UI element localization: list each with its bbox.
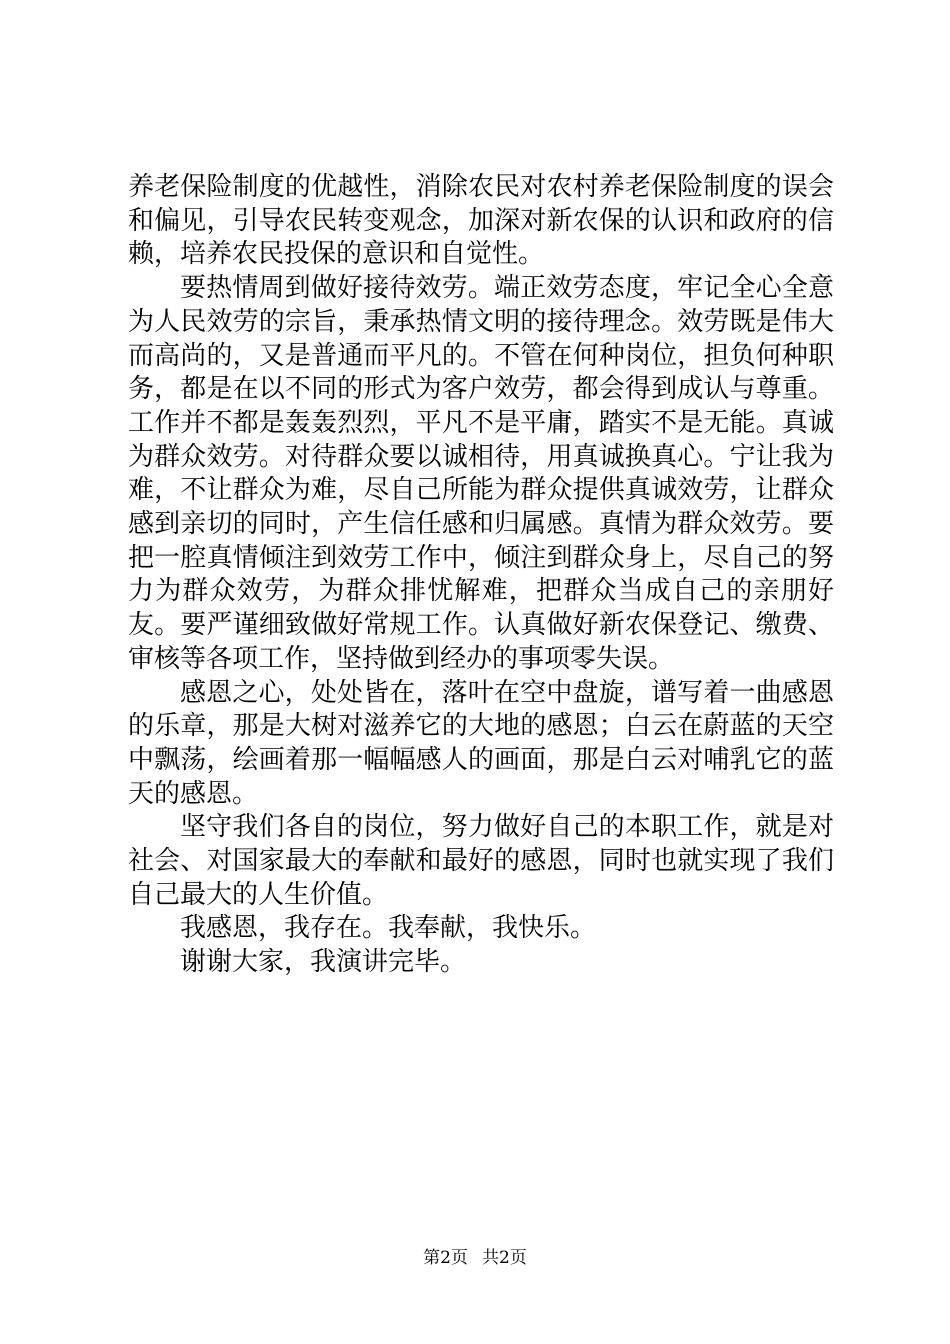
paragraph-4: 坚守我们各自的岗位，努力做好自己的本职工作，就是对社会、对国家最大的奉献和最好的感恩，同时也就实现了我们自己最大的人生价值。: [128, 812, 834, 910]
page-number-total: 共2页: [482, 1248, 527, 1268]
paragraph-2: 要热情周到做好接待效劳。端正效劳态度，牢记全心全意为人民效劳的宗旨，秉承热情文明的接待理念。效劳既是伟大而高尚的，又是普通而平凡的。不管在何种岗位，担负何种职务，都是在以不同的形式为客户效劳，都会得到成认与尊重。工作并不都是轰轰烈烈，平凡不是平庸，踏实不是无能。真诚为群众效劳。对待群众要以诚相待，用真诚换真心。宁让我为难，不让群众为难，尽自己所能为群众提供真诚效劳，让群众感到亲切的同时，产生信任感和归属感。真情为群众效劳。要把一腔真情倾注到效劳工作中，倾注到群众身上，尽自己的努力为群众效劳，为群众排忧解难，把群众当成自己的亲朋好友。要严谨细致做好常规工作。认真做好新农保登记、缴费、审核等各项工作，坚持做到经办的事项零失误。: [128, 273, 834, 674]
page-footer: [0, 1243, 950, 1268]
page-number-current: 第2页: [423, 1248, 468, 1268]
paragraph-1: 养老保险制度的优越性，消除农民对农村养老保险制度的误会和偏见，引导农民转变观念，加深对新农保的认识和政府的信赖，培养农民投保的意识和自觉性。: [128, 172, 834, 270]
document-body: [128, 171, 834, 980]
paragraph-6: 谢谢大家，我演讲完毕。: [180, 947, 467, 978]
paragraph-3: 感恩之心，处处皆在，落叶在空中盘旋，谱写着一曲感恩的乐章，那是大树对滋养它的大地的感恩；白云在蔚蓝的天空中飘荡，绘画着那一幅幅感人的画面，那是白云对哺乳它的蓝天的感恩。: [128, 677, 834, 809]
paragraph-5: 我感恩，我存在。我奉献，我快乐。: [180, 913, 597, 944]
